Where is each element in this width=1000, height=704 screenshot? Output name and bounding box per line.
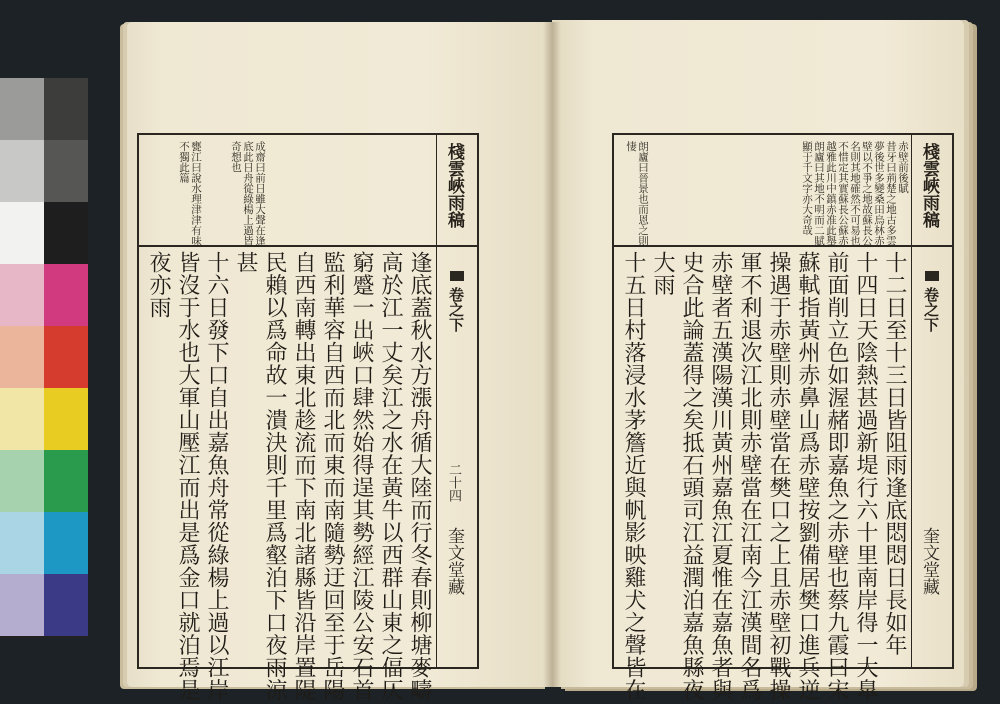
- color-swatch: [44, 512, 88, 574]
- left-text-frame: [137, 133, 479, 701]
- left-fish-tail-mark: [450, 271, 464, 281]
- left-text-line: 皆沒于水也大軍山壓江而出是爲金口就泊焉是: [175, 251, 200, 701]
- left-text-line: 高於江一丈矣江之水在黃牛以西群山東之偪仄: [378, 251, 403, 701]
- left-text-line: 逢底蓋秋水方漲舟循大陸而行冬春則柳塘麥疇: [407, 251, 432, 701]
- right-note-divider: [614, 245, 952, 247]
- right-banxin-line: [911, 135, 912, 667]
- left-margin-title: 棧雲峽雨稿: [444, 143, 464, 228]
- left-note-line: 奇想也: [230, 141, 242, 173]
- right-note-line: 朗廬曰晉景也而恩之則: [637, 141, 649, 246]
- right-text-line: 十二日至十三日皆阻雨逢底悶悶日長如年: [882, 251, 907, 656]
- left-note-line: 底此日舟從綠楊上過皆: [242, 141, 254, 246]
- right-text-line: 大雨: [650, 251, 675, 296]
- right-publisher-mark: 奎文堂藏: [919, 527, 939, 595]
- color-swatch: [0, 202, 44, 264]
- color-swatch: [44, 78, 88, 140]
- right-margin-title: 棧雲峽雨稿: [919, 143, 939, 228]
- right-text-line: 前面削立色如渥赭即嘉魚之赤壁也蔡九霞曰宋: [824, 251, 849, 701]
- color-calibration-strip: [0, 78, 88, 638]
- right-fish-tail-mark: [925, 271, 939, 281]
- left-text-line: 監利華容自西而北而東而南隨勢迂回至于岳陽: [320, 251, 345, 701]
- right-note-line: 顯于千文字亦大奇哉: [801, 141, 813, 236]
- left-note-line: 甕江曰說水理津津有味: [190, 141, 202, 246]
- color-swatch: [0, 512, 44, 574]
- right-text-line: 蘇軾指黃州赤鼻山爲赤壁按劉備居樊口進兵逆: [795, 251, 820, 701]
- right-note-line: 赤壁前後賦: [897, 141, 909, 194]
- right-note-line: 朗廬曰其地不明而二賦: [813, 141, 825, 246]
- left-page-number: 二十四: [446, 463, 461, 502]
- left-banxin-line: [436, 135, 437, 667]
- left-text-line: 十六日發下口自出嘉魚舟常從綠楊上過以江岸: [204, 251, 229, 701]
- book-gutter: [543, 22, 561, 687]
- color-swatch: [44, 264, 88, 326]
- right-note-line: 越雅此川中鎮赤准此舉: [825, 141, 837, 246]
- left-text-line: 窮蹙一出峽口肆然始得逞其勢經江陵公安石首: [349, 251, 374, 701]
- left-volume-label: 卷之下: [447, 287, 465, 332]
- right-note-line: 昔牙曰荊楚之地古多雲: [885, 141, 897, 246]
- left-note-line: 成齋曰前日雖大聲在逢: [254, 141, 266, 246]
- color-swatch: [44, 140, 88, 202]
- left-text-line: 夜亦雨: [146, 251, 171, 319]
- right-note-line: 夢後世多變桑田烏林赤: [873, 141, 885, 246]
- right-note-line: 名則其地確然不可易也: [849, 141, 861, 246]
- left-note-line: 不獨此篇: [178, 141, 190, 183]
- open-book: [115, 16, 980, 701]
- right-text-line: 史合此論蓋得之矣抵石頭司江益潤泊嘉魚縣夜: [679, 251, 704, 701]
- color-swatch: [0, 78, 44, 140]
- right-text-line: 十五日村落浸水茅簷近與帆影映雞犬之聲皆在: [621, 251, 646, 701]
- color-swatch: [44, 202, 88, 264]
- right-text-line: 赤壁者五漢陽漢川黃州嘉魚江夏惟在嘉魚者與: [708, 251, 733, 701]
- right-text-frame: [612, 133, 954, 701]
- color-swatch: [44, 450, 88, 512]
- right-note-line: 悽: [625, 141, 637, 152]
- color-swatch: [0, 140, 44, 202]
- color-swatch: [0, 264, 44, 326]
- color-swatch: [44, 574, 88, 636]
- color-swatch: [0, 450, 44, 512]
- right-note-line: 壁以不爭之地故蘇長公: [861, 141, 873, 246]
- color-swatch: [0, 574, 44, 636]
- right-text-line: 軍不利退次江北則赤壁當在江南今江漢間名爲: [737, 251, 762, 701]
- color-swatch: [44, 388, 88, 450]
- color-swatch: [44, 326, 88, 388]
- right-text-line: 操遇于赤壁則赤壁當在樊口之上且赤壁初戰操: [766, 251, 791, 701]
- left-text-line: 自西南轉出東北趁流而下南北諸縣皆沿岸置隄: [291, 251, 316, 701]
- color-swatch: [0, 388, 44, 450]
- right-text-line: 十四日天陰熱甚過新堤行六十里南岸得一大臯: [853, 251, 878, 701]
- left-text-line: 甚: [233, 251, 258, 274]
- right-note-line: 不惜定其實蘇長公蘇赤: [837, 141, 849, 246]
- left-publisher-mark: 奎文堂藏: [444, 527, 464, 595]
- color-swatch: [0, 326, 44, 388]
- left-text-line: 民賴以爲命故一潰決則千里爲壑泊下口夜雨涼: [262, 251, 287, 701]
- right-volume-label: 卷之下: [922, 287, 940, 332]
